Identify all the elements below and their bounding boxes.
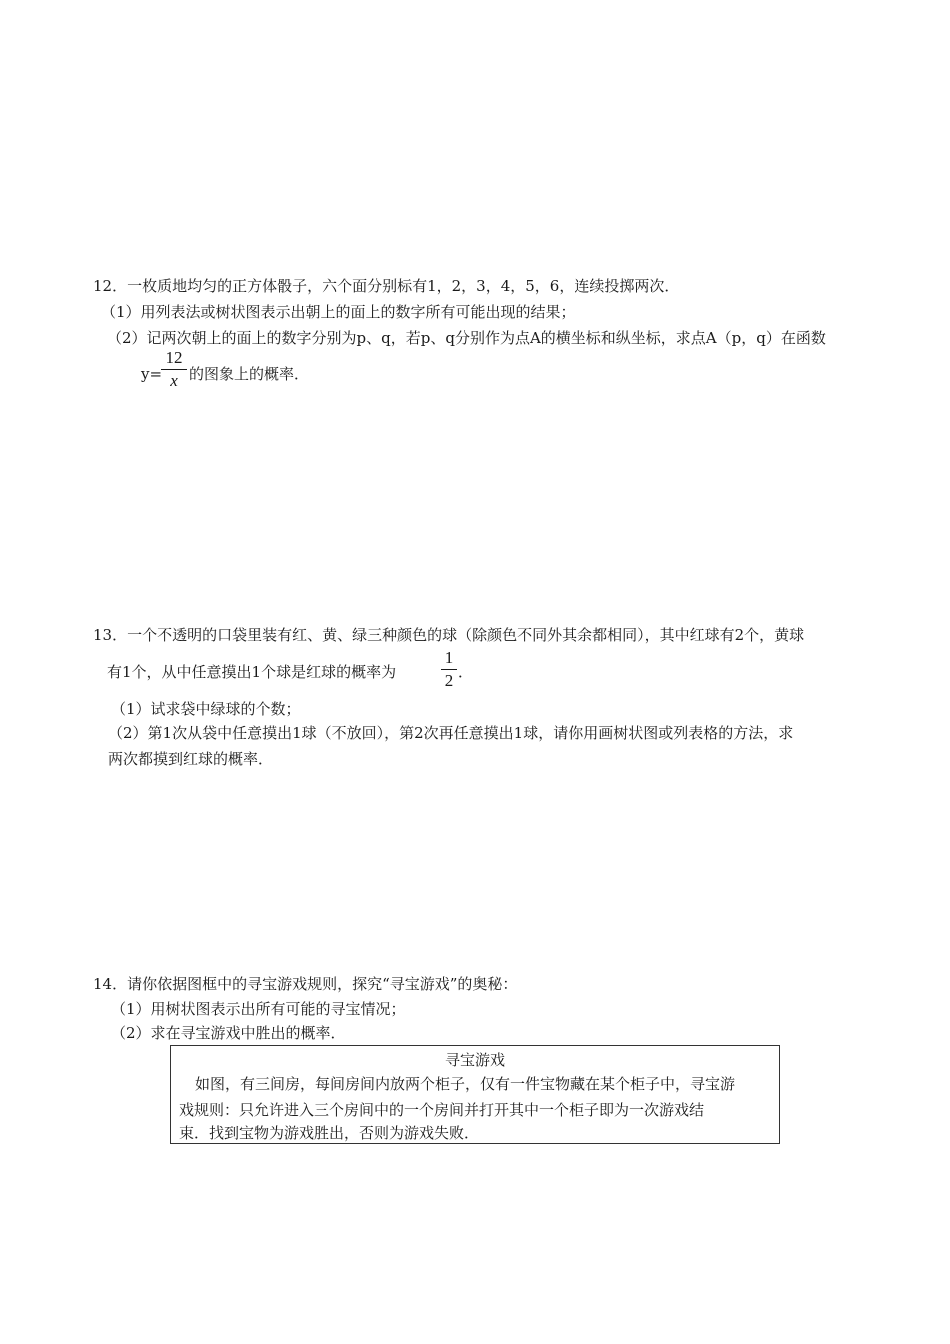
q12-part2: （2）记两次朝上的面上的数字分别为p、q，若p、q分别作为点A的横坐标和纵坐标，求点A（p，q）在函数 [107, 329, 826, 347]
q14-stem: 14．请你依据图框中的寻宝游戏规则，探究“寻宝游戏”的奥秘： [93, 975, 518, 993]
q13-stem-line2-end: ． [458, 663, 474, 681]
q12-part1: （1）用列表法或树状图表示出朝上的面上的数字所有可能出现的结果； [101, 303, 576, 321]
q12-func-suffix: 的图象上的概率． [189, 365, 310, 383]
q12-stem: 12．一枚质地均匀的正方体骰子，六个面分别标有1，2，3，4，5，6，连续投掷两次． [93, 277, 680, 295]
treasure-game-rule-line1: 如图，有三间房，每间房间内放两个柜子，仅有一件宝物藏在某个柜子中，寻宝游 [195, 1075, 736, 1093]
fraction-numerator: 12 [165, 348, 183, 367]
fraction-bar [441, 669, 457, 670]
q13-part2-line1: （2）第1次从袋中任意摸出1球（不放回），第2次再任意摸出1球，请你用画树状图或列表格的方法，求 [108, 724, 794, 742]
q13-probability-fraction [441, 648, 457, 691]
fraction-denominator: x [170, 371, 178, 390]
treasure-game-rule-line2: 戏规则：只允许进入三个房间中的一个房间并打开其中一个柜子即为一次游戏结 [179, 1101, 705, 1119]
treasure-game-rule-line3: 束．找到宝物为游戏胜出，否则为游戏失败． [179, 1124, 480, 1142]
fraction-numerator: 1 [444, 648, 454, 667]
q12-function-fraction [161, 348, 187, 391]
treasure-game-title: 寻宝游戏 [444, 1051, 505, 1069]
q14-part1: （1）用树状图表示出所有可能的寻宝情况； [111, 1000, 406, 1018]
q13-stem-line2: 有1个，从中任意摸出1个球是红球的概率为 [107, 663, 397, 681]
q13-part1: （1）试求袋中绿球的个数； [111, 700, 301, 718]
treasure-game-box [170, 1045, 780, 1144]
q13-part2-line2: 两次都摸到红球的概率． [108, 750, 274, 768]
q13-stem-line1: 13．一个不透明的口袋里装有红、黄、绿三种颜色的球（除颜色不同外其余都相同），其中红球有2个，黄球 [93, 626, 805, 644]
fraction-bar [161, 369, 187, 370]
q14-part2: （2）求在寻宝游戏中胜出的概率． [111, 1024, 346, 1042]
fraction-denominator: 2 [444, 671, 454, 690]
q12-func-prefix: y= [141, 365, 163, 383]
